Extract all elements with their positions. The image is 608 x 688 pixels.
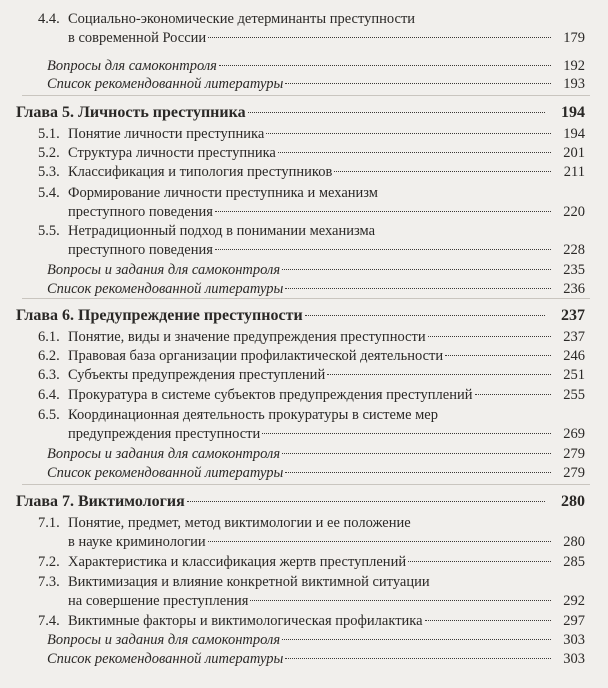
- section-title-text: Понятие, предмет, метод виктимологии и ее положение: [68, 515, 411, 531]
- leader-dots: [262, 433, 551, 434]
- toc-italic-entry[interactable]: [47, 445, 585, 463]
- section-title: [47, 57, 553, 75]
- page-number: 194: [563, 126, 585, 142]
- section-title-text: Прокуратура в системе субъектов предупреждения преступлений: [68, 387, 473, 403]
- leader-dots: [208, 541, 551, 542]
- toc-section-entry[interactable]: [38, 573, 585, 611]
- section-title-text: Виктимизация и влияние конкретной виктимной ситуации: [68, 574, 430, 590]
- toc-section-entry[interactable]: [38, 184, 585, 222]
- toc-italic-entry[interactable]: [47, 631, 585, 649]
- section-number: 6.4.: [38, 387, 60, 403]
- section-title-continuation: [68, 425, 553, 443]
- section-number: 5.3.: [38, 164, 60, 180]
- section-number: 5.5.: [38, 223, 60, 239]
- page-number: 297: [563, 613, 585, 629]
- section-number: 7.1.: [38, 515, 60, 531]
- section-title-text-line2: предупреждения преступности: [68, 426, 261, 443]
- page-number: 235: [563, 262, 585, 278]
- section-title: [16, 492, 547, 512]
- section-number: 7.2.: [38, 554, 60, 570]
- leader-dots: [334, 171, 551, 172]
- leader-dots: [285, 658, 551, 659]
- separator-rule: [22, 298, 590, 299]
- section-title: [68, 125, 553, 143]
- page-number: 237: [561, 307, 585, 324]
- section-title: [47, 75, 553, 93]
- page-number: 211: [563, 164, 585, 180]
- toc-section-entry[interactable]: [38, 406, 585, 444]
- section-number: 5.1.: [38, 126, 60, 142]
- page-number: 303: [563, 651, 585, 667]
- section-title: [68, 386, 553, 404]
- section-title: [47, 280, 553, 298]
- section-title-continuation: [68, 203, 553, 221]
- leader-dots: [305, 315, 545, 316]
- section-title-text: Виктимные факторы и виктимологическая профилактика: [68, 613, 423, 629]
- leader-dots: [215, 211, 551, 212]
- section-title-text: Субъекты предупреждения преступлений: [68, 367, 326, 383]
- page-number: 255: [563, 387, 585, 403]
- section-title-text: Характеристика и классификация жертв преступлений: [68, 554, 407, 570]
- toc-italic-entry[interactable]: [47, 261, 585, 279]
- leader-dots: [266, 133, 551, 134]
- leader-dots: [428, 336, 551, 337]
- leader-dots: [475, 394, 552, 395]
- page-number: 280: [561, 493, 585, 510]
- section-title: [68, 347, 553, 365]
- leader-dots: [278, 152, 551, 153]
- section-title: [47, 650, 553, 668]
- section-number: 7.4.: [38, 613, 60, 629]
- toc-italic-entry[interactable]: [47, 464, 585, 482]
- section-title: [47, 631, 553, 649]
- leader-dots: [248, 112, 545, 113]
- section-title-text-line2: преступного поведения: [68, 242, 213, 259]
- page-number: 285: [563, 554, 585, 570]
- section-title-text: Глава 6. Предупреждение преступности: [16, 307, 303, 324]
- toc-section-entry[interactable]: [38, 386, 585, 404]
- section-number: 5.4.: [38, 185, 60, 201]
- leader-dots: [187, 501, 545, 502]
- section-title-text: Формирование личности преступника и механизм: [68, 185, 378, 201]
- section-title-text: Правовая база организации профилактической деятельности: [68, 348, 444, 364]
- toc-section-entry[interactable]: [38, 163, 585, 181]
- page-number: 237: [563, 329, 585, 345]
- chapter-heading[interactable]: [16, 492, 585, 512]
- toc-section-entry[interactable]: [38, 553, 585, 571]
- page-number: 192: [563, 58, 585, 74]
- leader-dots: [425, 620, 551, 621]
- chapter-heading[interactable]: [16, 306, 585, 326]
- section-title: [68, 573, 430, 591]
- toc-italic-entry[interactable]: [47, 280, 585, 298]
- section-number: 6.1.: [38, 329, 60, 345]
- page-number: 251: [563, 367, 585, 383]
- page-number: 220: [563, 204, 585, 221]
- section-title: [47, 464, 553, 482]
- section-title-text: Понятие личности преступника: [68, 126, 265, 142]
- toc-section-entry[interactable]: [38, 328, 585, 346]
- section-title-continuation: [68, 29, 553, 47]
- leader-dots: [445, 355, 551, 356]
- section-number: 7.3.: [38, 574, 60, 590]
- section-title-text: Глава 5. Личность преступника: [16, 104, 246, 121]
- leader-dots: [208, 37, 551, 38]
- section-title: [68, 144, 553, 162]
- page-number: 303: [563, 632, 585, 648]
- toc-section-entry[interactable]: [38, 612, 585, 630]
- toc-section-entry[interactable]: [38, 347, 585, 365]
- page-number: 236: [563, 281, 585, 297]
- page-number: 179: [563, 30, 585, 47]
- section-title-text: Структура личности преступника: [68, 145, 276, 161]
- page-number: 279: [563, 465, 585, 481]
- page-number: 194: [561, 104, 585, 121]
- leader-dots: [215, 249, 551, 250]
- leader-dots: [285, 83, 551, 84]
- section-title-text-line2: в современной России: [68, 30, 207, 47]
- section-title-text: Вопросы и задания для самоконтроля: [47, 262, 281, 278]
- page-number: 269: [563, 426, 585, 443]
- section-title: [68, 514, 411, 532]
- section-title-text: Вопросы и задания для самоконтроля: [47, 632, 281, 648]
- section-title: [47, 261, 553, 279]
- leader-dots: [285, 472, 551, 473]
- section-title: [68, 328, 553, 346]
- section-title-text-line2: на совершение преступления: [68, 593, 249, 610]
- section-title-text: Классификация и типология преступников: [68, 164, 333, 180]
- leader-dots: [408, 561, 551, 562]
- page-number: 292: [563, 593, 585, 610]
- section-title-text: Координационная деятельность прокуратуры в системе мер: [68, 407, 438, 423]
- leader-dots: [285, 288, 551, 289]
- page-number: 201: [563, 145, 585, 161]
- toc-italic-entry[interactable]: [47, 57, 585, 75]
- toc-section-entry[interactable]: [38, 366, 585, 384]
- section-number: 5.2.: [38, 145, 60, 161]
- section-title-continuation: [68, 592, 553, 610]
- section-title-text: Понятие, виды и значение предупреждения преступности: [68, 329, 426, 345]
- leader-dots: [282, 269, 551, 270]
- section-title-text-line2: преступного поведения: [68, 204, 213, 221]
- separator-rule: [22, 484, 590, 485]
- section-title-text: Нетрадиционный подход в понимании механизма: [68, 223, 376, 239]
- section-title: [68, 222, 375, 240]
- section-title-text: Список рекомендованной литературы: [47, 76, 284, 92]
- toc-section-entry[interactable]: [38, 10, 585, 48]
- section-title: [68, 10, 415, 28]
- section-title-text: Глава 7. Виктимология: [16, 493, 185, 510]
- section-title-text: Список рекомендованной литературы: [47, 465, 284, 481]
- section-title-text: Список рекомендованной литературы: [47, 651, 284, 667]
- separator-rule: [22, 95, 590, 96]
- section-title-text: Социально-экономические детерминанты преступности: [68, 11, 416, 27]
- leader-dots: [282, 453, 551, 454]
- leader-dots: [282, 639, 551, 640]
- page-number: 280: [563, 534, 585, 551]
- section-number: 6.2.: [38, 348, 60, 364]
- section-number: 4.4.: [38, 11, 60, 27]
- leader-dots: [219, 65, 551, 66]
- section-title: [68, 553, 553, 571]
- toc-italic-entry[interactable]: [47, 650, 585, 668]
- page-number: 193: [563, 76, 585, 92]
- section-title-text: Список рекомендованной литературы: [47, 281, 284, 297]
- toc-italic-entry[interactable]: [47, 75, 585, 93]
- section-title-text: Вопросы и задания для самоконтроля: [47, 446, 281, 462]
- section-title: [68, 406, 438, 424]
- section-title-continuation: [68, 241, 553, 259]
- section-title: [68, 366, 553, 384]
- toc-section-entry[interactable]: [38, 514, 585, 552]
- leader-dots: [327, 374, 551, 375]
- toc-section-entry[interactable]: [38, 125, 585, 143]
- toc-section-entry[interactable]: [38, 222, 585, 260]
- section-number: 6.5.: [38, 407, 60, 423]
- page-number: 246: [563, 348, 585, 364]
- section-title: [68, 163, 553, 181]
- toc-section-entry[interactable]: [38, 144, 585, 162]
- section-title-text: Вопросы для самоконтроля: [47, 58, 217, 74]
- section-title: [68, 612, 553, 630]
- section-title-text-line2: в науке криминологии: [68, 534, 206, 551]
- section-title-continuation: [68, 533, 553, 551]
- leader-dots: [250, 600, 551, 601]
- page-number: 279: [563, 446, 585, 462]
- section-number: 6.3.: [38, 367, 60, 383]
- section-title: [47, 445, 553, 463]
- section-title: [16, 306, 547, 326]
- section-title: [68, 184, 378, 202]
- chapter-heading[interactable]: [16, 103, 585, 123]
- page-number: 228: [563, 242, 585, 259]
- section-title: [16, 103, 547, 123]
